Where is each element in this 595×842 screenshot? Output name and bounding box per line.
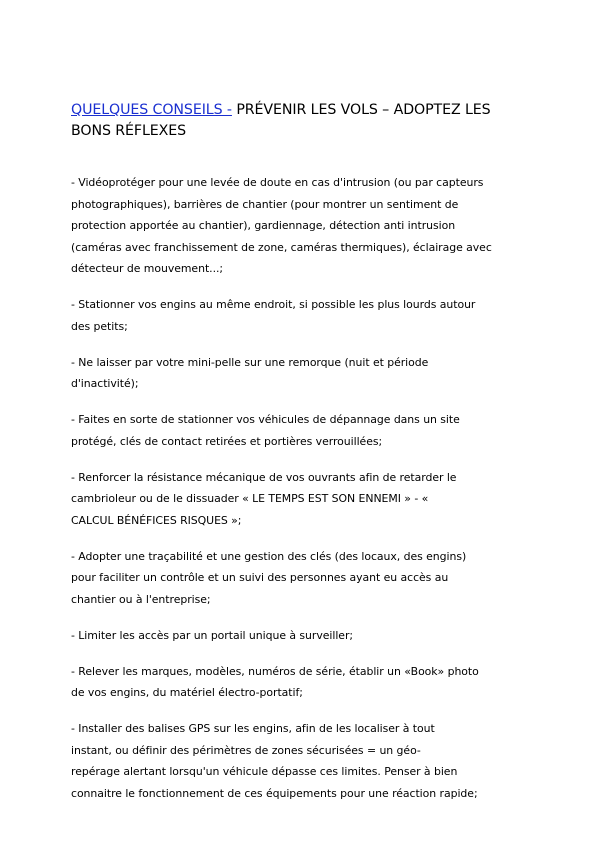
text-line: des petits; bbox=[71, 319, 128, 333]
text-line: connaitre le fonctionnement de ces équipements pour une réaction rapide; bbox=[71, 786, 478, 800]
text-line: protection apportée au chantier), gardiennage, détection anti intrusion bbox=[71, 219, 456, 232]
text-line: de vos engins, du matériel électro-portatif; bbox=[71, 686, 303, 699]
text-line: - Relever les marques, modèles, numéros de série, établir un «Book» photo bbox=[71, 664, 479, 678]
advice-paragraph bbox=[71, 467, 527, 532]
text-line: (caméras avec franchissement de zone, caméras thermiques), éclairage avec bbox=[71, 240, 492, 254]
advice-paragraph bbox=[71, 294, 527, 337]
text-line: détecteur de mouvement...; bbox=[71, 262, 224, 275]
text-line: cambrioleur ou de le dissuader « LE TEMPS EST SON ENNEMI » - « bbox=[71, 492, 429, 505]
text-line: - Renforcer la résistance mécanique de vos ouvrants afin de retarder le bbox=[71, 470, 457, 484]
advice-paragraph bbox=[71, 352, 527, 395]
text-line: - Faites en sorte de stationner vos véhicules de dépannage dans un site bbox=[71, 413, 460, 426]
text-line: photographiques), barrières de chantier (pour montrer un sentiment de bbox=[71, 197, 459, 211]
advice-paragraph bbox=[71, 661, 527, 704]
advice-list bbox=[71, 172, 527, 819]
text-line: instant, ou définir des périmètres de zones sécurisées = un géo- bbox=[71, 743, 421, 757]
text-line: - Adopter une traçabilité et une gestion des clés (des locaux, des engins) bbox=[71, 549, 467, 563]
text-line: pour faciliter un contrôle et un suivi des personnes ayant eu accès au bbox=[71, 571, 449, 584]
title-text: PRÉVENIR LES VOLS – ADOPTEZ LES bbox=[231, 102, 491, 118]
advice-paragraph bbox=[71, 625, 527, 647]
advice-paragraph bbox=[71, 172, 527, 280]
advice-paragraph bbox=[71, 409, 527, 452]
text-line: - Installer des balises GPS sur les engins, afin de les localiser à tout bbox=[71, 722, 435, 735]
title-line-2: BONS RÉFLEXES bbox=[71, 123, 187, 139]
text-line: chantier ou à l'entreprise; bbox=[71, 592, 211, 606]
page-title bbox=[71, 100, 521, 142]
advice-paragraph bbox=[71, 718, 527, 804]
conseils-link[interactable]: QUELQUES CONSEILS - bbox=[71, 102, 232, 118]
text-line: - Stationner vos engins au même endroit, si possible les plus lourds autour bbox=[71, 298, 476, 311]
text-line: d'inactivité); bbox=[71, 377, 139, 390]
text-line: repérage alertant lorsqu'un véhicule dépasse ces limites. Penser à bien bbox=[71, 765, 458, 778]
advice-paragraph bbox=[71, 546, 527, 611]
text-line: - Limiter les accès par un portail unique à surveiller; bbox=[71, 628, 353, 642]
text-line: CALCUL BÉNÉFICES RISQUES »; bbox=[71, 513, 242, 527]
text-line: - Ne laisser par votre mini-pelle sur une remorque (nuit et période bbox=[71, 355, 429, 369]
text-line: protégé, clés de contact retirées et portières verrouillées; bbox=[71, 434, 383, 448]
text-line: - Vidéoprotéger pour une levée de doute en cas d'intrusion (ou par capteurs bbox=[71, 176, 484, 189]
